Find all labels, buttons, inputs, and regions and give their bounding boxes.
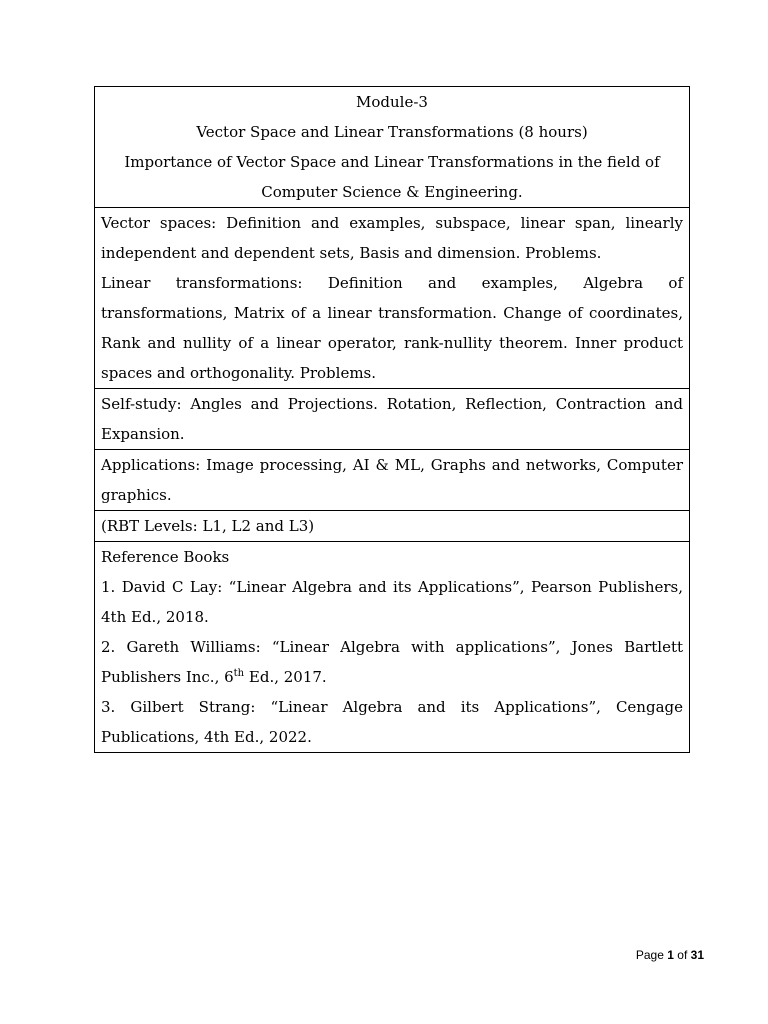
applications-row bbox=[95, 450, 690, 511]
content-row bbox=[95, 208, 690, 389]
reference-item-2-superscript: th bbox=[233, 668, 245, 679]
applications-paragraph: Applications: Image processing, AI & ML, Graphs and networks, Computer graphics. bbox=[101, 456, 683, 504]
module-title: Module-3 bbox=[356, 93, 428, 111]
content-cell bbox=[95, 208, 690, 389]
linear-transformations-paragraph: Linear transformations: Definition and examples, Algebra of transformations, Matrix of a linear transformation. Change of coordinates, Rank and nullity of a linear operator, rank-nullity theorem. Inner product spaces and orthogonality. Problems. bbox=[101, 274, 683, 382]
vector-spaces-paragraph: Vector spaces: Definition and examples, subspace, linear span, linearly independent and dependent sets, Basis and dimension. Problems. bbox=[101, 214, 683, 262]
references-cell bbox=[95, 542, 690, 753]
reference-item-3 bbox=[101, 692, 683, 752]
reference-item-2-text: 2. Gareth Williams: “Linear Algebra with applications”, Jones Bartlett Publishers Inc., 6 bbox=[101, 638, 683, 686]
syllabus-table bbox=[94, 86, 690, 753]
header-row bbox=[95, 87, 690, 208]
self-study-paragraph: Self-study: Angles and Projections. Rotation, Reflection, Contraction and Expansion. bbox=[101, 395, 683, 443]
module-importance: Importance of Vector Space and Linear Transformations in the field of Computer Science & Engineering. bbox=[124, 153, 660, 201]
references-heading: Reference Books bbox=[101, 548, 230, 566]
references-row bbox=[95, 542, 690, 753]
page-of-label: of bbox=[677, 948, 688, 962]
page-current: 1 bbox=[667, 948, 674, 962]
header-cell bbox=[95, 87, 690, 208]
rbt-levels-text: (RBT Levels: L1, L2 and L3) bbox=[101, 517, 315, 535]
reference-item-1 bbox=[101, 572, 683, 632]
module-topic-title: Vector Space and Linear Transformations (8 hours) bbox=[196, 123, 588, 141]
applications-cell bbox=[95, 450, 690, 511]
page-total: 31 bbox=[690, 948, 704, 962]
page-footer bbox=[636, 946, 704, 964]
page-label: Page bbox=[635, 948, 664, 962]
reference-item-1-text: 1. David C Lay: “Linear Algebra and its Applications”, Pearson Publishers, 4th Ed., 2018. bbox=[101, 578, 683, 626]
reference-item-2 bbox=[101, 632, 683, 692]
rbt-levels-row bbox=[95, 511, 690, 542]
self-study-row bbox=[95, 389, 690, 450]
rbt-levels-cell bbox=[95, 511, 690, 542]
self-study-cell bbox=[95, 389, 690, 450]
reference-item-3-text: 3. Gilbert Strang: “Linear Algebra and its Applications”, Cengage Publications, 4th Ed., 2022. bbox=[101, 698, 683, 746]
reference-item-2-text-end: Ed., 2017. bbox=[244, 668, 327, 686]
